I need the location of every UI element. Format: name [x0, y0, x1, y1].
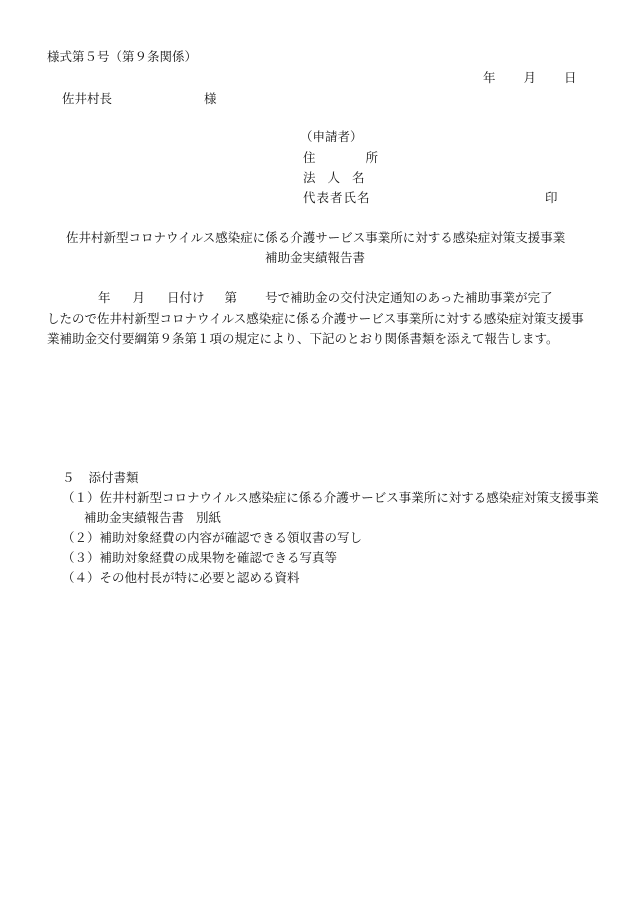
document-title-line1: 佐井村新型コロナウイルス感染症に係る介護サービス事業所に対する感染症対策支援事業 — [66, 230, 566, 245]
date-month-unit: 月 — [523, 70, 537, 85]
form-number: 様式第５号（第９条関係） — [47, 49, 198, 64]
body-line-3: 業補助金交付要綱第９条第１項の規定により、下記のとおり関係書類を添えて報告します。 — [47, 331, 559, 346]
attachment-item-1: （１）佐井村新型コロナウイルス感染症に係る介護サービス事業所に対する感染症対策支援事業 — [62, 490, 599, 505]
addressee — [62, 93, 217, 106]
body-year: 年 — [98, 290, 111, 305]
addressee-honorific: 様 — [204, 91, 217, 106]
attachment-item-2: （２）補助対象経費の内容が確認できる領収書の写し — [62, 530, 363, 545]
attachments-heading — [62, 472, 139, 485]
attachments-number: ５ — [62, 470, 75, 485]
date-line — [483, 72, 577, 85]
date-day-unit: 日 — [564, 70, 577, 85]
attachment-item-1-cont-text: 補助金実績報告書 — [84, 510, 185, 525]
applicant-corp-label — [303, 172, 365, 185]
corp-label-char3: 名 — [352, 170, 365, 185]
body-date: 日付け — [167, 290, 205, 305]
date-year-unit: 年 — [483, 70, 496, 85]
body-month: 月 — [132, 290, 146, 305]
addressee-name: 佐井村長 — [62, 91, 113, 106]
attachment-item-1-note: 別紙 — [196, 510, 222, 525]
address-label-char2: 所 — [365, 150, 379, 165]
body-dai: 第 — [224, 290, 238, 305]
applicant-address-label — [303, 152, 378, 165]
applicant-heading: （申請者） — [300, 129, 363, 144]
body-line-1 — [98, 292, 552, 305]
corp-label-char1: 法 — [303, 170, 316, 185]
seal-mark: 印 — [545, 190, 558, 205]
attachment-item-4: （４）その他村長が特に必要と認める資料 — [62, 570, 300, 585]
body-line1-rest: 号で補助金の交付決定通知のあった補助事業が完了 — [265, 290, 553, 305]
attachments-heading-label: 添付書類 — [88, 470, 139, 485]
corp-label-char2: 人 — [327, 170, 341, 185]
body-line-2: したので佐井村新型コロナウイルス感染症に係る介護サービス事業所に対する感染症対策支援事 — [47, 311, 584, 326]
attachment-item-1-continuation — [84, 512, 221, 525]
address-label-char1: 住 — [303, 150, 316, 165]
attachment-item-3: （３）補助対象経費の成果物を確認できる写真等 — [62, 550, 338, 565]
document-title-line2: 補助金実績報告書 — [264, 250, 365, 265]
applicant-representative-label: 代表者氏名 — [303, 190, 371, 205]
